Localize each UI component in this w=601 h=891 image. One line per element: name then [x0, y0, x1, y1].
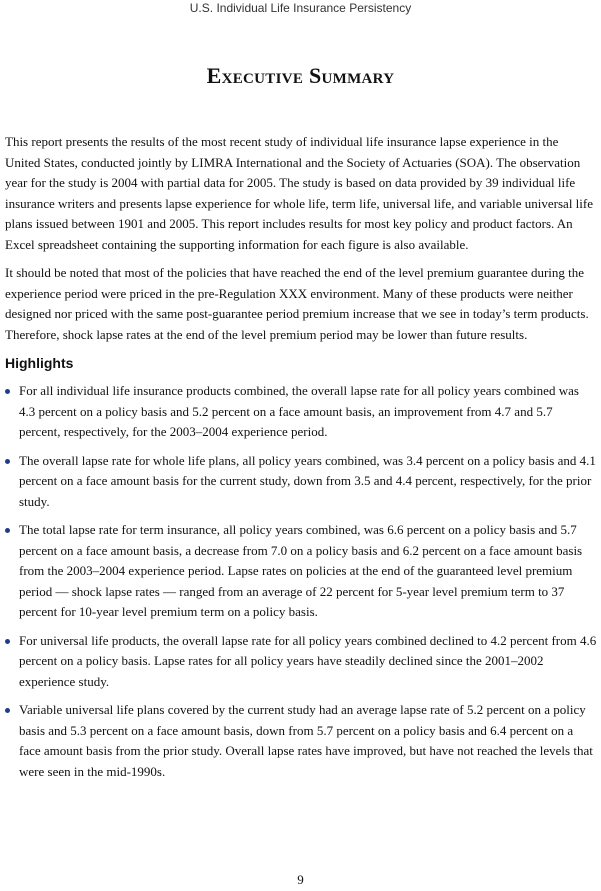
intro-paragraph: This report presents the results of the most recent study of individual life insurance lapse experience in the United States, conducted jointly by LIMRA International and the Society of Actuaries (SOA). The observation year for the study is 2004 with partial data for 2005. The study is based on data provided by 39 individual life insurance writers and presents lapse experience for whole life, term life, universal life, and variable universal life plans issued between 1901 and 2005. This report includes results for most key policy and product factors. An Excel spreadsheet containing the supporting information for each figure is also available. — [5, 134, 594, 252]
highlight-item — [5, 700, 597, 782]
highlight-text: Variable universal life plans covered by the current study had an average lapse rate of 5.2 percent on a policy basis and 5.3 percent on a face amount basis, down from 5.7 percent on a policy basis and 6.4 percent on a face amount basis from the prior study. Overall lapse rates have improved, but have not reached the levels that were seen in the mid-1990s. — [19, 702, 593, 779]
highlight-text: For all individual life insurance products combined, the overall lapse rate for all policy years combined was 4.3 percent on a policy basis and 5.2 percent on a face amount basis, an improvement from 4.7 and 5.7 percent, respectively, for the 2003–2004 experience period. — [19, 383, 579, 439]
highlight-item — [5, 520, 597, 623]
highlight-item — [5, 631, 597, 693]
highlight-text: The overall lapse rate for whole life plans, all policy years combined, was 3.4 percent on a policy basis and 4.1 percent on a face amount basis for the current study, down from 3.5 and 4.4 percent, respectively, for the prior study. — [19, 452, 596, 509]
bullet-icon — [5, 459, 10, 464]
highlights-heading: Highlights — [5, 355, 74, 371]
highlight-text: The total lapse rate for term insurance, all policy years combined, was 6.6 percent on a policy basis and 5.7 percent on a face amount basis, a decrease from 7.0 on a policy basis and 6.2 percent on a face amount basis from the 2003–2004 experience period. Lapse rates on policies at the end of the guaranteed level premium period — shock lapse rates — ranged from an average of 22 percent for 5-year level premium term to 37 percent for 10-year level premium term on a policy basis. — [19, 522, 583, 619]
bullet-icon — [5, 639, 10, 644]
highlights-list — [5, 381, 597, 782]
highlight-item — [5, 451, 597, 513]
highlight-item — [5, 381, 597, 443]
bullet-icon — [5, 708, 10, 713]
running-header: U.S. Individual Life Insurance Persistency — [189, 1, 412, 15]
bullet-icon — [5, 389, 10, 394]
highlight-text: For universal life products, the overall lapse rate for all policy years combined declined to 4.2 percent from 4.6 percent on a policy basis. Lapse rates for all policy years have steadily declined since the 2001–2002 experience study. — [19, 632, 597, 689]
page-title: Executive Summary — [206, 63, 395, 88]
regulation-note-paragraph: It should be noted that most of the policies that have reached the end of the level premium guarantee during the experience period were priced in the pre-Regulation XXX environment. Many of these products were neither designed nor priced with the same post-guarantee period premium increase that we see in today’s term products. Therefore, shock lapse rates at the end of the level premium period may be lower than future results. — [5, 265, 589, 342]
page-number: 9 — [297, 872, 304, 887]
document-body — [5, 132, 597, 790]
bullet-icon — [5, 528, 10, 533]
